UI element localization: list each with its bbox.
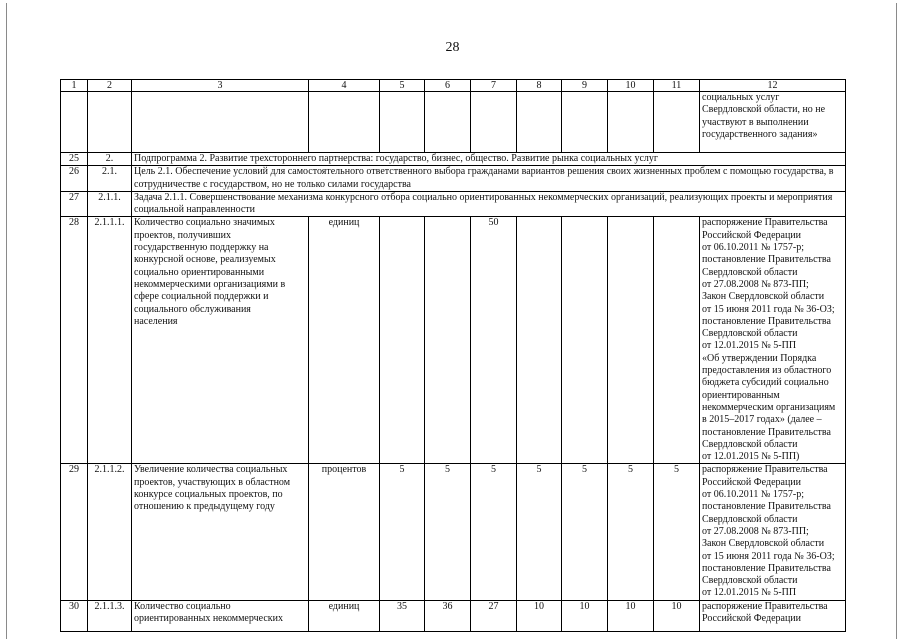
- table-row-continuation: [61, 92, 846, 153]
- col-header: 6: [425, 80, 471, 92]
- row-code: 2.1.: [88, 166, 132, 192]
- value-cell: 5: [471, 464, 517, 600]
- row-number: 27: [61, 191, 88, 217]
- row-number: 25: [61, 153, 88, 166]
- row-code: 2.1.1.: [88, 191, 132, 217]
- col-header: 4: [309, 80, 380, 92]
- value-cell: [654, 217, 700, 464]
- value-cell: 10: [562, 600, 608, 631]
- row-number: 30: [61, 600, 88, 631]
- value-cell: 36: [425, 600, 471, 631]
- row-heading: Задача 2.1.1. Совершенствование механизма конкурсного отбора социально ориентированных некоммерческих организаций, реализующих проекты и мероприятия социальной направленности: [132, 191, 846, 217]
- indicator-unit: процентов: [309, 464, 380, 600]
- indicator-unit: единиц: [309, 600, 380, 631]
- table-row-task: [61, 191, 846, 217]
- value-cell: 5: [608, 464, 654, 600]
- value-cell: 35: [380, 600, 425, 631]
- row-heading: Подпрограмма 2. Развитие трехстороннего партнерства: государство, бизнес, общество. Развитие рынка социальных услуг: [132, 153, 846, 166]
- table-row-indicator: [61, 464, 846, 600]
- col-header: 2: [88, 80, 132, 92]
- col-header: 8: [517, 80, 562, 92]
- indicator-name: Увеличение количества социальных проектов, участвующих в областном конкурсе социальных проектов, по отношению к предыдущему году: [132, 464, 309, 600]
- row-code: 2.1.1.3.: [88, 600, 132, 631]
- source-cell: распоряжение Правительства Российской Федерации от 06.10.2011 № 1757-р; постановление Правительства Свердловской области от 27.08.2008 № 873-ПП; Закон Свердловской области от 15 июня 2011 года № 36-ОЗ; постановление Правительства Свердловской области от 12.01.2015 № 5-ПП: [700, 464, 846, 600]
- row-number: 26: [61, 166, 88, 192]
- value-cell: 5: [562, 464, 608, 600]
- col-header: 3: [132, 80, 309, 92]
- source-cell: распоряжение Правительства Российской Федерации от 06.10.2011 № 1757-р; постановление Правительства Свердловской области от 27.08.2008 № 873-ПП; Закон Свердловской области от 15 июня 2011 года № 36-ОЗ; постановление Правительства Свердловской области от 12.01.2015 № 5-ПП «Об утверждении Порядка предоставления из областного бюджета субсидий социально ориентированным некоммерческим организациям в 2015–2017 годах» (далее – постановление Правительства Свердловской области от 12.01.2015 № 5-ПП): [700, 217, 846, 464]
- row-number: 28: [61, 217, 88, 464]
- row-code: 2.1.1.1.: [88, 217, 132, 464]
- table-row-subprogram: [61, 153, 846, 166]
- table-row-goal: [61, 166, 846, 192]
- value-cell: 50: [471, 217, 517, 464]
- col-header: 10: [608, 80, 654, 92]
- value-cell: 10: [654, 600, 700, 631]
- row-code: 2.: [88, 153, 132, 166]
- row-number: 29: [61, 464, 88, 600]
- value-cell: 5: [380, 464, 425, 600]
- col-header: 12: [700, 80, 846, 92]
- indicator-name: Количество социально значимых проектов, получивших государственную поддержку на конкурсной основе, реализуемых социально ориентированными некоммерческими организациями в сфере социальной поддержки и социального обслуживания населения: [132, 217, 309, 464]
- column-number-row: [61, 80, 846, 92]
- col-header: 5: [380, 80, 425, 92]
- value-cell: [380, 217, 425, 464]
- value-cell: [425, 217, 471, 464]
- row-code: 2.1.1.2.: [88, 464, 132, 600]
- row-heading: Цель 2.1. Обеспечение условий для самостоятельного ответственного выбора гражданами вариантов решения своих жизненных проблем с помощью государства, в сотрудничестве с государством, но не только силами государства: [132, 166, 846, 192]
- value-cell: 5: [425, 464, 471, 600]
- source-cell: социальных услуг Свердловской области, но не участвуют в выполнении государственного задания»: [700, 92, 846, 153]
- col-header: 9: [562, 80, 608, 92]
- value-cell: [608, 217, 654, 464]
- indicator-unit: единиц: [309, 217, 380, 464]
- value-cell: 10: [517, 600, 562, 631]
- col-header: 7: [471, 80, 517, 92]
- page-number: 28: [445, 40, 460, 55]
- value-cell: [517, 217, 562, 464]
- value-cell: 10: [608, 600, 654, 631]
- value-cell: 5: [517, 464, 562, 600]
- table-row-indicator: [61, 217, 846, 464]
- source-cell: распоряжение Правительства Российской Федерации: [700, 600, 846, 631]
- col-header: 11: [654, 80, 700, 92]
- indicators-table: [60, 79, 846, 632]
- value-cell: 27: [471, 600, 517, 631]
- indicator-name: Количество социально ориентированных некоммерческих: [132, 600, 309, 631]
- value-cell: 5: [654, 464, 700, 600]
- col-header: 1: [61, 80, 88, 92]
- table-row-indicator: [61, 600, 846, 631]
- value-cell: [562, 217, 608, 464]
